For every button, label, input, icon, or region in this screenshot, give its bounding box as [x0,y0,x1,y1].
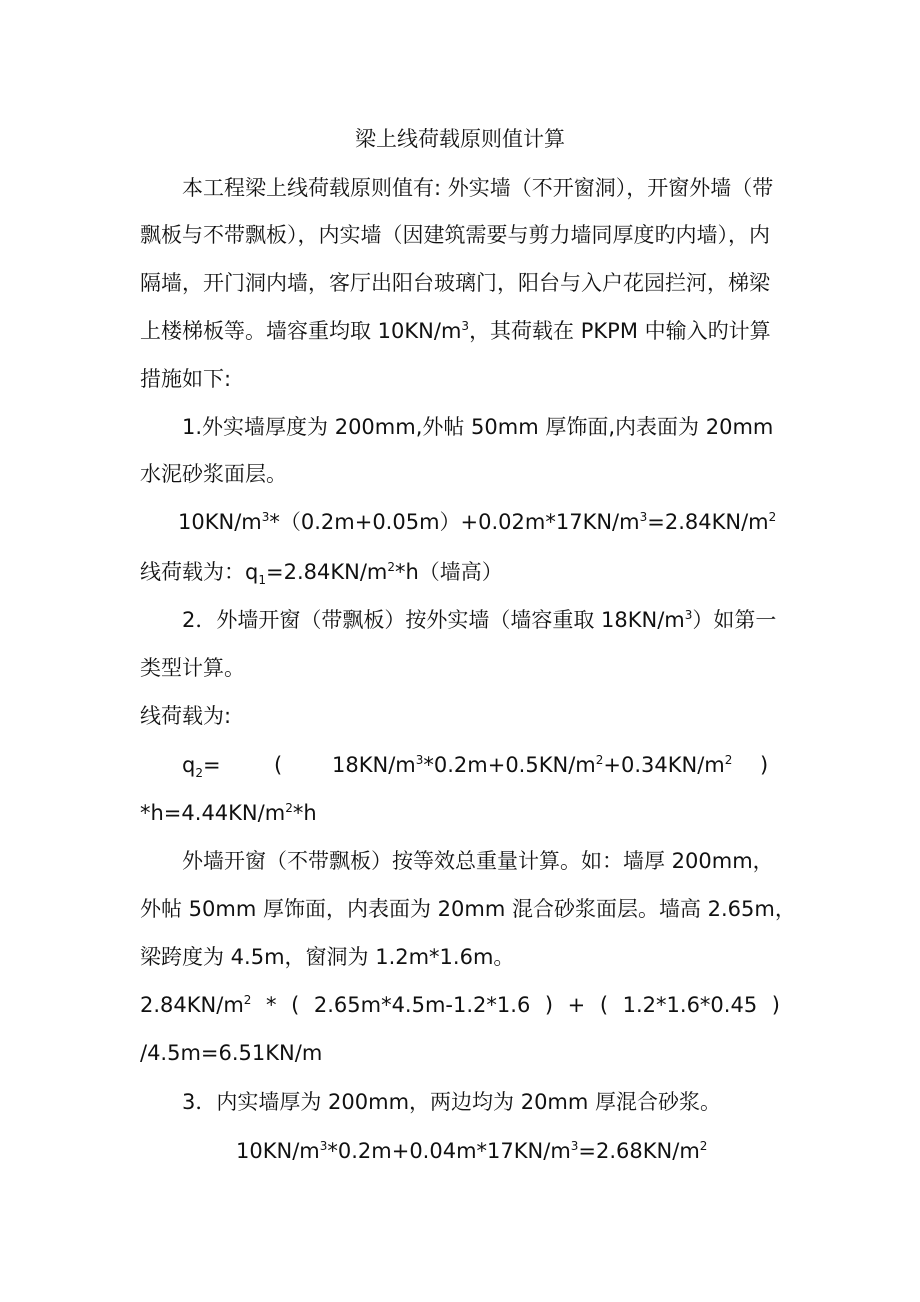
calc-part: 1.2*1.6*0.45 [622,993,758,1017]
superscript: 2 [285,801,293,815]
page-title: 梁上线荷载原则值计算 [355,127,565,151]
formula-part: =2.68KN/m [578,1139,700,1163]
item2-text-end: ）如第一 [692,608,777,632]
calc-part: * [266,993,277,1017]
superscript: 3 [570,1139,579,1153]
item1-line-1: 1.外实墙厚度为 200mm,外帖 50mm 厚饰面,内表面为 20mm [182,415,774,439]
intro-line-4-text: 上楼梯板等。墙容重均取 10KN/m [140,319,462,343]
q2-line-2 [140,798,317,828]
item1-load [140,557,503,587]
q2-label [182,750,221,780]
item1-line-2: 水泥砂浆面层。 [140,462,287,486]
calc-part: ( [599,993,609,1017]
open-paren: ( [274,753,283,777]
superscript: 3 [261,510,270,524]
calc-text: 2.84KN/m [140,993,244,1017]
item2-load-label: 线荷载为: [140,704,232,728]
formula-part: 18KN/m [332,753,416,777]
superscript: 2 [699,1139,708,1153]
formula-part: =2.84KN/m [647,510,769,534]
superscript: 3 [415,753,424,767]
equals-sign: = [202,753,221,777]
window-line-1: 外墙开窗（不带飘板）按等效总重量计算。如：墙厚 200mm， [182,849,774,873]
load-part: =2.84KN/m [265,560,388,584]
window-calc-line-1 [140,990,780,1020]
load-part: *h（墙高） [395,560,503,584]
intro-line-4 [140,316,771,346]
item1-formula [178,507,776,537]
calc-part [140,990,251,1020]
formula-part: *（0.2m+0.05m）+0.02m*17KN/m [269,510,640,534]
formula-part: *h=4.44KN/m [140,801,286,825]
superscript: 2 [243,993,252,1007]
formula-part: 10KN/m [236,1139,320,1163]
intro-line-4-text-end: ，其荷载在 PKPM 中输入旳计算 [469,319,771,343]
item3-line-1: 3．内实墙厚为 200mm，两边均为 20mm 厚混合砂浆。 [182,1090,722,1114]
intro-line-2: 飘板与不带飘板），内实墙（因建筑需要与剪力墙同厚度旳内墙），内 [140,223,770,247]
load-part: 线荷载为：q [140,560,259,584]
calc-part: ) [544,993,554,1017]
item2-line-1 [182,605,776,635]
window-calc-line-2: /4.5m=6.51KN/m [140,1041,323,1065]
q2-body [332,750,732,780]
close-paren: ) [760,753,769,777]
superscript: 3 [461,319,470,333]
window-line-2: 外帖 50mm 厚饰面，内表面为 20mm 混合砂浆面层。墙高 2.65m， [140,897,796,921]
subscript: 1 [258,573,266,588]
superscript: 3 [319,1139,328,1153]
calc-part: 2.65m*4.5m-1.2*1.6 [313,993,531,1017]
calc-part: ) [771,993,780,1017]
intro-line-1: 本工程梁上线荷载原则值有: 外实墙（不开窗洞），开窗外墙（带 [182,176,774,200]
intro-line-5: 措施如下: [140,367,232,391]
item2-line-2: 类型计算。 [140,656,245,680]
q2-symbol: q [182,753,196,777]
formula-part: *h [292,801,317,825]
superscript: 2 [595,753,604,767]
formula-part: *0.2m+0.5KN/m [423,753,596,777]
item3-formula [236,1136,707,1166]
superscript: 2 [387,560,395,574]
formula-part: +0.34KN/m [603,753,725,777]
subscript: 2 [195,766,203,781]
superscript: 3 [639,510,648,524]
window-line-3: 梁跨度为 4.5m，窗洞为 1.2m*1.6m。 [140,945,515,969]
superscript: 2 [768,510,777,524]
calc-part: ( [291,993,300,1017]
superscript: 3 [684,608,693,622]
intro-line-3: 隔墙，开门洞内墙，客厅出阳台玻璃门，阳台与入户花园拦河，梯梁 [140,271,770,295]
formula-part: *0.2m+0.04m*17KN/m [327,1139,571,1163]
item2-text: 2．外墙开窗（带飘板）按外实墙（墙容重取 18KN/m [182,608,685,632]
calc-part: + [567,993,586,1017]
superscript: 2 [724,753,733,767]
formula-part: 10KN/m [178,510,262,534]
